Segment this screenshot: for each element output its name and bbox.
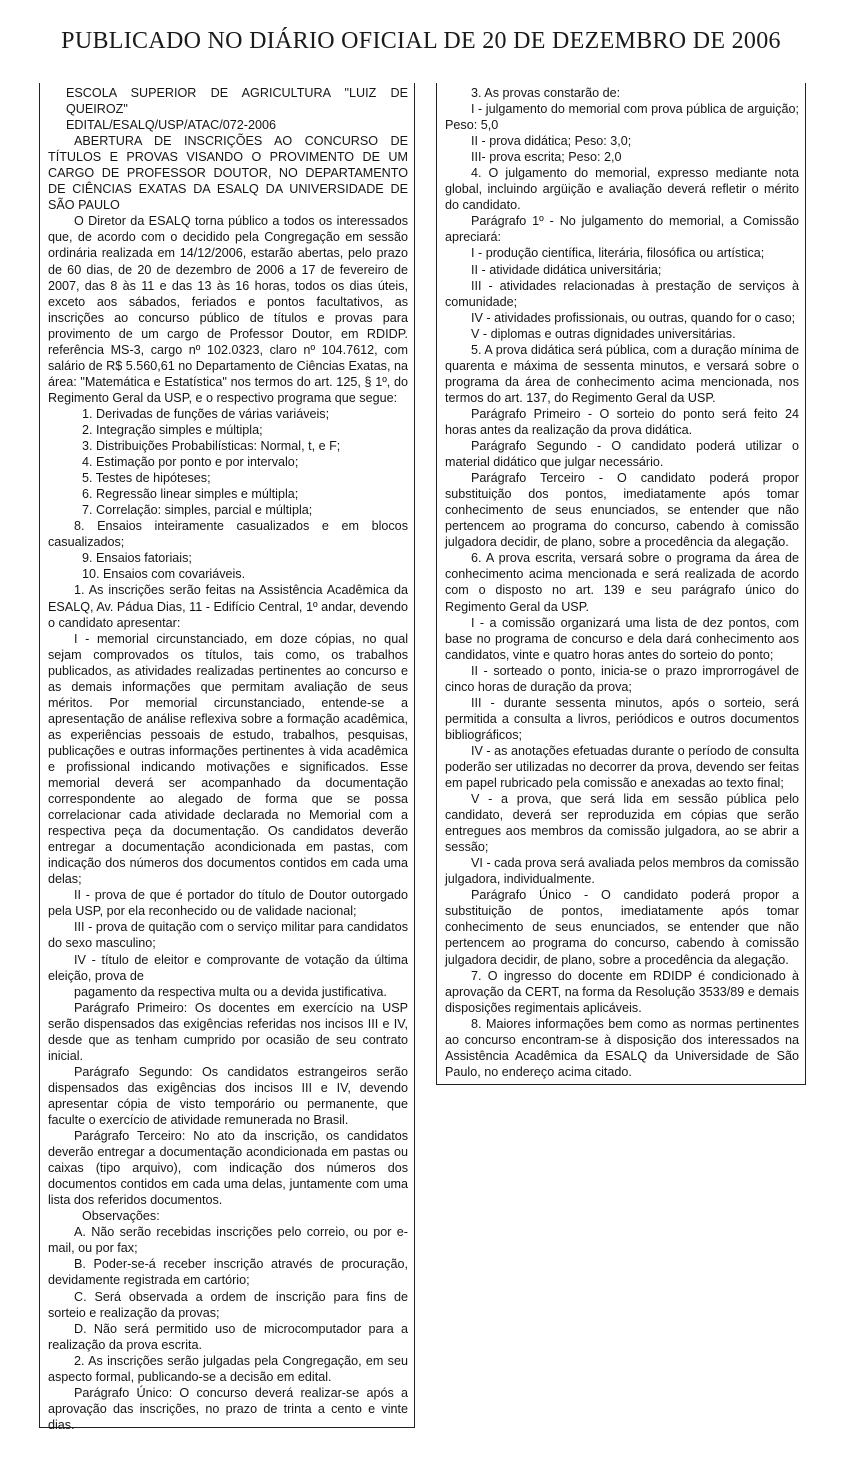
notice-paragraph: 8. Maiores informações bem como as normas pertinentes ao concurso encontram-se à disposição dos interessados na Assistência Acadêmica da ESALQ da Universidade de São Paulo, no endereço acima citado. bbox=[445, 1016, 799, 1079]
notice-paragraph: C. Será observada a ordem de inscrição para fins de sorteio e realização da provas; bbox=[48, 1289, 408, 1320]
notice-paragraph: 6. A prova escrita, versará sobre o programa da área de conhecimento acima mencionada e será realizada de acordo com o disposto no art. 139 e seu parágrafo único do Regimento Geral da USP. bbox=[445, 551, 799, 614]
notice-paragraph: Parágrafo Segundo: Os candidatos estrangeiros serão dispensados das exigências dos incisos III e IV, devendo apresentar cópia de visto temporário ou permanente, que faculte o exercício de atividade remunerada no Brasil. bbox=[48, 1064, 408, 1127]
notice-paragraph: III - durante sessenta minutos, após o sorteio, será permitida a consulta a livros, periódicos e outros documentos bibliográficos; bbox=[445, 695, 799, 742]
publication-header: PUBLICADO NO DIÁRIO OFICIAL DE 20 DE DEZEMBRO DE 2006 bbox=[61, 28, 781, 54]
notice-paragraph: Parágrafo 1º - No julgamento do memorial, a Comissão apreciará: bbox=[445, 214, 799, 245]
notice-paragraph: II - sorteado o ponto, inicia-se o prazo improrrogável de cinco horas de duração da prova; bbox=[445, 663, 799, 694]
notice-paragraph: Parágrafo Único: O concurso deverá realizar-se após a aprovação das inscrições, no prazo de trinta a cento e vinte dias. bbox=[48, 1385, 408, 1432]
notice-paragraph: I - memorial circunstanciado, em doze cópias, no qual sejam comprovados os títulos, tais como, os trabalhos publicados, as atividades realizadas pertinentes ao concurso e as demais informações que permitam avaliação de seus méritos. Por memorial circunstanciado, entende-se a apresentação de análise reflexiva sobre a formação acadêmica, as experiências pessoais de estudo, trabalhos, pesquisas, publicações e outras informações pertinentes à vida acadêmica e profissional indicando motivações e significados. Esse memorial deverá ser acompanhado da documentação correspondente ao alegado de forma que se possa correlacionar cada atividade declarada no Memorial com a respectiva peça da documentação. Os candidatos deverão entregar a documentação acondicionada em pastas, com indicação dos números dos documentos contidos em cada uma delas; bbox=[48, 631, 408, 887]
notice-paragraph: 1. Derivadas de funções de várias variáveis; bbox=[82, 406, 330, 421]
notice-paragraph: V - diplomas e outras dignidades universitárias. bbox=[471, 326, 736, 341]
notice-paragraph: IV - título de eleitor e comprovante de votação da última eleição, prova de bbox=[48, 952, 408, 983]
notice-paragraph: 6. Regressão linear simples e múltipla; bbox=[82, 487, 299, 502]
notice-paragraph: ESCOLA SUPERIOR DE AGRICULTURA "LUIZ DE QUEIROZ" bbox=[66, 86, 408, 117]
notice-paragraph: Parágrafo Único - O candidato poderá propor a substituição de pontos, imediatamente após tomar conhecimento de seus enunciados, se entender que não pertencem ao programa do concurso, cabendo à comissão julgadora decidir, de plano, sobre a procedência da alegação. bbox=[445, 888, 799, 967]
notice-paragraph: 7. O ingresso do docente em RDIDP é condicionado à aprovação da CERT, na forma da Resolução 3533/89 e demais disposições regimentais aplicáveis. bbox=[445, 968, 799, 1015]
notice-paragraph: 5. A prova didática será pública, com a duração mínima de quarenta e máxima de sessenta minutos, e versará sobre o programa da área de conhecimento acima mencionada, nos termos do art. 137, do Regimento Geral da USP. bbox=[445, 342, 799, 405]
notice-paragraph: pagamento da respectiva multa ou a devida justificativa. bbox=[74, 984, 387, 999]
notice-paragraph: 10. Ensaios com covariáveis. bbox=[82, 567, 246, 582]
notice-paragraph: IV - atividades profissionais, ou outras, quando for o caso; bbox=[471, 310, 796, 325]
notice-paragraph: Parágrafo Segundo - O candidato poderá utilizar o material didático que julgar necessário. bbox=[445, 439, 799, 470]
notice-paragraph: ABERTURA DE INSCRIÇÕES AO CONCURSO DE TÍTULOS E PROVAS VISANDO O PROVIMENTO DE UM CARGO DE PROFESSOR DOUTOR, NO DEPARTAMENTO DE CIÊNCIAS EXATAS DA ESALQ DA UNIVERSIDADE DE SÃO PAULO bbox=[48, 134, 408, 213]
notice-paragraph: 1. As inscrições serão feitas na Assistência Acadêmica da ESALQ, Av. Pádua Dias, 11 - Edifício Central, 1º andar, devendo o candidato apresentar: bbox=[48, 583, 408, 630]
notice-paragraph: 4. Estimação por ponto e por intervalo; bbox=[82, 455, 299, 470]
notice-paragraph: II - prova de que é portador do título de Doutor outorgado pela USP, por ela reconhecido ou de validade nacional; bbox=[48, 888, 408, 919]
notice-paragraph: 7. Correlação: simples, parcial e múltipla; bbox=[82, 503, 313, 518]
notice-paragraph: I - produção científica, literária, filosófica ou artística; bbox=[471, 246, 765, 261]
notice-paragraph: V - a prova, que será lida em sessão pública pelo candidato, deverá ser reproduzida em cópias que serão entregues aos membros da comissão julgadora, ao se abrir a sessão; bbox=[445, 792, 799, 855]
notice-paragraph: 4. O julgamento do memorial, expresso mediante nota global, incluindo argüição e avaliação deverá refletir o mérito do candidato. bbox=[445, 166, 799, 213]
notice-paragraph: Observações: bbox=[82, 1209, 160, 1224]
notice-paragraph: IV - as anotações efetuadas durante o período de consulta poderão ser utilizadas no decorrer da prova, devendo ser feitas em papel rubricado pela comissão e anexadas ao texto final; bbox=[445, 743, 799, 791]
notice-left-column bbox=[39, 83, 415, 1432]
notice-paragraph: 5. Testes de hipóteses; bbox=[82, 471, 211, 486]
notice-paragraph: III - prova de quitação com o serviço militar para candidatos do sexo masculino; bbox=[48, 920, 408, 951]
notice-paragraph: EDITAL/ESALQ/USP/ATAC/072-2006 bbox=[66, 118, 276, 133]
notice-paragraph: II - prova didática; Peso: 3,0; bbox=[471, 134, 632, 149]
notice-paragraph: I - a comissão organizará uma lista de dez pontos, com base no programa de concurso e dela dará conhecimento aos candidatos, vinte e quatro horas antes do sorteio do ponto; bbox=[445, 615, 799, 662]
notice-paragraph: II - atividade didática universitária; bbox=[471, 262, 662, 277]
notice-paragraph: 2. As inscrições serão julgadas pela Congregação, em seu aspecto formal, publicando-se a decisão em edital. bbox=[48, 1353, 408, 1384]
notice-paragraph: 9. Ensaios fatoriais; bbox=[82, 551, 192, 566]
notice-paragraph: Parágrafo Terceiro: No ato da inscrição, os candidatos deverão entregar a documentação acondicionada em pastas ou caixas (tipo arquivo), com indicação dos números dos documentos contidos em cada uma delas, juntamente com uma lista dos referidos documentos. bbox=[48, 1129, 408, 1208]
notice-paragraph: 3. As provas constarão de: bbox=[471, 86, 621, 100]
notice-paragraph: 2. Integração simples e múltipla; bbox=[82, 422, 263, 437]
notice-paragraph: 3. Distribuições Probabilísticas: Normal, t, e F; bbox=[82, 439, 341, 454]
notice-paragraph: Parágrafo Primeiro - O sorteio do ponto será feito 24 horas antes da realização da prova didática. bbox=[445, 406, 799, 437]
notice-paragraph: B. Poder-se-á receber inscrição através de procuração, devidamente registrada em cartório; bbox=[48, 1257, 408, 1288]
notice-paragraph: I - julgamento do memorial com prova pública de arguição; Peso: 5,0 bbox=[445, 102, 799, 133]
notice-paragraph: Parágrafo Primeiro: Os docentes em exercício na USP serão dispensados das exigências referidas nos incisos III e IV, desde que as tenham cumprido por ocasião de seu contrato inicial. bbox=[48, 1000, 408, 1063]
notice-paragraph: A. Não serão recebidas inscrições pelo correio, ou por e-mail, ou por fax; bbox=[48, 1225, 408, 1256]
notice-paragraph: 8. Ensaios inteiramente casualizados e em blocos casualizados; bbox=[48, 519, 408, 550]
notice-right-column bbox=[436, 83, 806, 1085]
notice-paragraph: Parágrafo Terceiro - O candidato poderá propor substituição dos pontos, imediatamente após tomar conhecimento de seus enunciados, se entender que não pertencem ao programa do concurso, cabendo à comissão julgadora decidir, de plano, sobre a procedência da alegação. bbox=[445, 471, 799, 550]
notice-paragraph: O Diretor da ESALQ torna público a todos os interessados que, de acordo com o decidido pela Congregação em sessão ordinária realizada em 14/12/2006, estarão abertas, pelo prazo de 60 dias, de 20 de dezembro de 2006 a 17 de fevereiro de 2007, das 8 às 11 e das 13 às 16 horas, todos os dias úteis, exceto aos sábados, feriados e pontos facultativos, as inscrições ao concurso público de títulos e provas para provimento de um cargo de Professor Doutor, em RDIDP. referência MS-3, cargo nº 102.0323, claro nº 104.7612, com salário de R$ 5.560,61 no Departamento de Ciências Exatas, na área: "Matemática e Estatística" nos termos do art. 125, § 1º, do Regimento Geral da USP, e o respectivo programa que segue: bbox=[48, 214, 408, 405]
notice-paragraph: VI - cada prova será avaliada pelos membros da comissão julgadora, individualmente. bbox=[445, 856, 799, 887]
notice-paragraph: D. Não será permitido uso de microcomputador para a realização da prova escrita. bbox=[48, 1321, 408, 1352]
notice-paragraph: III- prova escrita; Peso: 2,0 bbox=[471, 150, 622, 165]
notice-paragraph: III - atividades relacionadas à prestação de serviços à comunidade; bbox=[445, 278, 799, 309]
